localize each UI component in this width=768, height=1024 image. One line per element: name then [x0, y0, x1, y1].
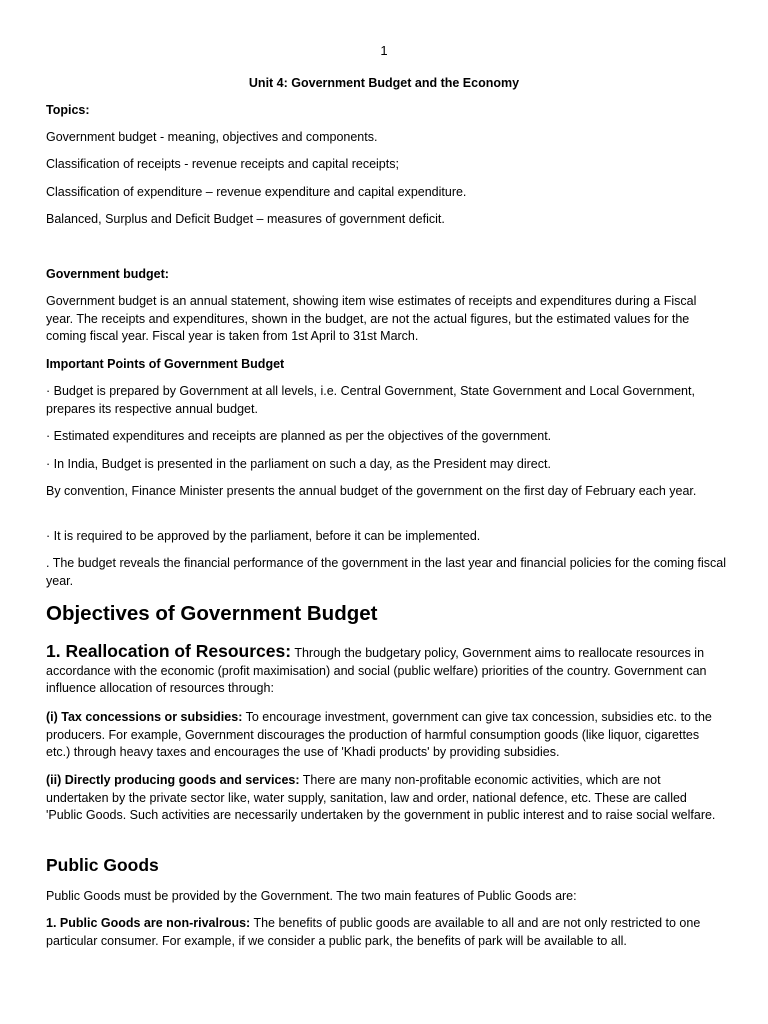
- document-title: Unit 4: Government Budget and the Economy: [248, 76, 520, 90]
- important-point: · In India, Budget is presented in the parliament on such a day, as the President may direct.: [46, 457, 551, 471]
- topic-item: Government budget - meaning, objectives and components.: [46, 130, 378, 144]
- topic-item: Balanced, Surplus and Deficit Budget – measures of government deficit.: [46, 212, 445, 226]
- public-goods-heading: Public Goods: [46, 855, 159, 875]
- direct-production-paragraph: [46, 772, 726, 825]
- important-point: · Budget is prepared by Government at all levels, i.e. Central Government, State Government and Local Government, prepares its respective annual budget.: [46, 384, 695, 416]
- direct-production-text: There are many non-profitable economic activities, which are not undertaken by the private sector like, water supply, sanitation, law and order, national defence, etc. These are called 'Public Goods. Such activities are necessarily undertaken by the government in public interest and to raise social welfare.: [46, 773, 716, 822]
- important-point: . The budget reveals the financial performance of the government in the last year and financial policies for the coming fiscal year.: [46, 556, 727, 588]
- public-goods-intro: Public Goods must be provided by the Government. The two main features of Public Goods are:: [46, 889, 577, 903]
- tax-concessions-paragraph: [46, 709, 726, 762]
- important-point: By convention, Finance Minister presents the annual budget of the government on the first day of February each year.: [46, 484, 697, 498]
- non-rivalrous-text: The benefits of public goods are available to all and are not only restricted to one particular consumer. For example, if we consider a public park, the benefits of park will be available to all.: [46, 916, 701, 948]
- important-point: · Estimated expenditures and receipts are planned as per the objectives of the government.: [46, 429, 552, 443]
- tax-concessions-label: (i) Tax concessions or subsidies:: [46, 710, 243, 724]
- important-points-heading: Important Points of Government Budget: [46, 357, 285, 371]
- direct-production-label: (ii) Directly producing goods and services:: [46, 773, 300, 787]
- government-budget-definition: Government budget is an annual statement, showing item wise estimates of receipts and expenditures during a Fiscal year. The receipts and expenditures, shown in the budget, are not the actual figures, but the estimated values for the coming fiscal year. Fiscal year is taken from 1st April to 31st March.: [46, 294, 697, 343]
- non-rivalrous-paragraph: [46, 915, 726, 950]
- important-point: · It is required to be approved by the parliament, before it can be implemented.: [46, 529, 481, 543]
- reallocation-heading: 1. Reallocation of Resources:: [46, 641, 292, 661]
- non-rivalrous-label: 1. Public Goods are non-rivalrous:: [46, 916, 251, 930]
- tax-concessions-text: To encourage investment, government can give tax concession, subsidies etc. to the producers. For example, Government discourages the production of harmful consumption goods (like liquor, cigarettes etc.) through heavy taxes and encourages the use of 'Khadi products' by providing subsidies.: [46, 710, 712, 759]
- topic-item: Classification of expenditure – revenue expenditure and capital expenditure.: [46, 185, 467, 199]
- government-budget-heading: Government budget:: [46, 267, 169, 281]
- page-number: 1: [380, 43, 388, 58]
- objectives-heading: Objectives of Government Budget: [46, 602, 378, 625]
- reallocation-paragraph: [46, 643, 726, 698]
- reallocation-text: Through the budgetary policy, Government aims to reallocate resources in accordance with the economic (profit maximisation) and social (public welfare) priorities of the country. Government can influence allocation of resources through:: [46, 646, 707, 695]
- topic-item: Classification of receipts - revenue receipts and capital receipts;: [46, 157, 399, 171]
- topics-heading: Topics:: [46, 103, 90, 117]
